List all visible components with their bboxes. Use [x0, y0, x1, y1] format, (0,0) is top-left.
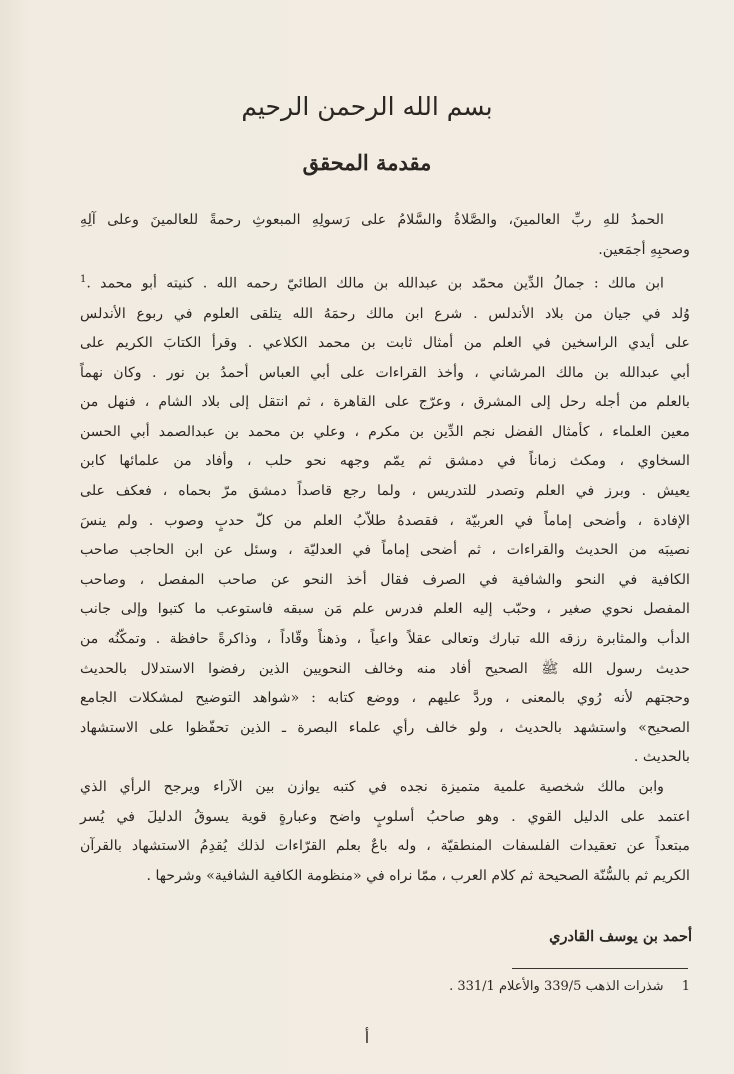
- text-line: الكريم ثم بالسُّنّة الصحيحة ثم كلام العرب ، ممّا نراه في «منظومة الكافية الشافية» وشرحها .: [146, 867, 690, 884]
- footnote-marker[interactable]: 1: [80, 274, 87, 286]
- page-title: مقدمة المحقق: [302, 150, 432, 175]
- text-line-with-footnote: [80, 265, 690, 299]
- footnote-text: شذرات الذهب 339/5 والأعلام 331/1 .: [449, 979, 664, 994]
- text-line: نصيبَه من الحديث والقراءات ، ثم أضحى إماماً في العدليّة ، وسئل عن ابن الحاجب صاحب: [80, 542, 690, 559]
- text-line: يعيش . وبرز في العلم وتصدر للتدريس ، ولما رجع قاصداً دمشق مرّ بحماه ، فعكف على: [80, 483, 690, 500]
- preface-body: [80, 206, 690, 891]
- paragraph-assessment: [80, 773, 690, 891]
- text-line: الصحيح» واستشهد بالحديث ، ولو خالف رأي علماء البصرة ـ الذين تحفّظوا على الاستشهاد: [80, 719, 690, 736]
- paragraph-biography: [80, 265, 690, 773]
- text-line: وابن مالك شخصية علمية متميزة نجده في كتبه يوازن بين الآراء ويرجح الرأي الذي: [80, 779, 664, 796]
- text-line: الدأب والمثابرة رزقه الله تبارك وتعالى عقلاً واعياً ، وذهناً وقّاداً ، وذاكرةً حافظة . وتمكّنُه من: [80, 631, 690, 648]
- basmala: بسم الله الرحمن الرحيم: [241, 92, 493, 121]
- text-line: اعتمد على الدليل القوي . وهو صاحبُ أسلوبٍ واضح وعبارةٍ قوية يسوقُ الدليلَ في يُسر: [80, 808, 690, 825]
- text-line: المفصل نحوي صغير ، وحبّب إليه العلم فدرس علم مَن سبقه فاستوعب ما كتبوا وإلى جانب: [80, 601, 690, 618]
- footnote: [80, 979, 690, 994]
- text-line: معين العلماء ، كأمثال الفضل نجم الدِّين بن مكرم ، وعلي بن محمد بن عبدالصمد أبي الحسن: [80, 423, 690, 440]
- text-line: بالحديث .: [633, 749, 690, 766]
- text-line: الإفادة ، وأضحى إماماً في العربيّة ، فقصدهُ طلاّبُ العلم من كلّ حدبٍ وصوب . ولم ينسَ: [80, 512, 690, 529]
- text-line: السخاوي ، ومكث زماناً في دمشق ثم يمّم وجهه نحو حلب ، وأفاد من علمائها كابن: [80, 453, 690, 470]
- text-line: على أيدي الراسخين في العلم من أمثال ثابت بن محمد الكلاعي . وقرأ الكتابَ الكريم على: [80, 335, 690, 352]
- text-line: وحجتهم لأنه رُوي بالمعنى ، وردَّ عليهم ، ووضع كتابه : «شواهد التوضيح لمشكلات الجامع: [80, 690, 690, 707]
- paragraph-intro: [80, 206, 690, 265]
- text-line: أبي عبدالله بن مالك المرشاني ، وأخذ القراءات على أبي العباس أحمدُ بن نور . وكان نهماً: [80, 364, 690, 381]
- footnote-divider: [512, 968, 688, 969]
- text-line: الكافية في النحو والشافية في الصرف فقال أخذ النحو عن صاحب المفصل ، وصاحب: [80, 571, 690, 588]
- text-line-content: ابن مالك : جمالُ الدِّين محمّد بن عبدالله بن مالك الطائيّ رحمه الله . كنيته أبو محمد .: [86, 275, 664, 292]
- text-line: حديث رسول الله ﷺ الصحيح أفاد منه وخالف النحويين الذين رفضوا الاستدلال بالحديث: [80, 660, 690, 677]
- author-signature: أحمد بن يوسف القادري: [549, 928, 692, 945]
- page-number: أ: [364, 1028, 370, 1047]
- footnote-number: 1: [681, 979, 690, 994]
- text-line: مبتعداً عن تعقيدات الفلسفات المنطقيّة ، وله باعٌ بعلم القرّاءات لذلك يُقدِمُ الاستشهاد بالقرآن: [80, 838, 690, 855]
- text-line: وُلد في جيان من بلاد الأندلس . شرع ابن مالك رحمَهُ الله يتلقى العلوم في ربوع الأندلس: [80, 305, 690, 322]
- text-line: الحمدُ للهِ ربِّ العالمينَ، والصَّلاةُ والسَّلامُ على رَسولِهِ المبعوثِ رحمةً للعالمينَ وعلى آلِهِ: [80, 212, 664, 228]
- text-line: بالعلم من أجله رحل إلى المشرق ، وعرّج على القاهرة ، ثم انتقل إلى بلاد الشام ، فنهل من: [80, 394, 690, 411]
- text-line: وصحبِهِ أجمَعين.: [598, 241, 690, 258]
